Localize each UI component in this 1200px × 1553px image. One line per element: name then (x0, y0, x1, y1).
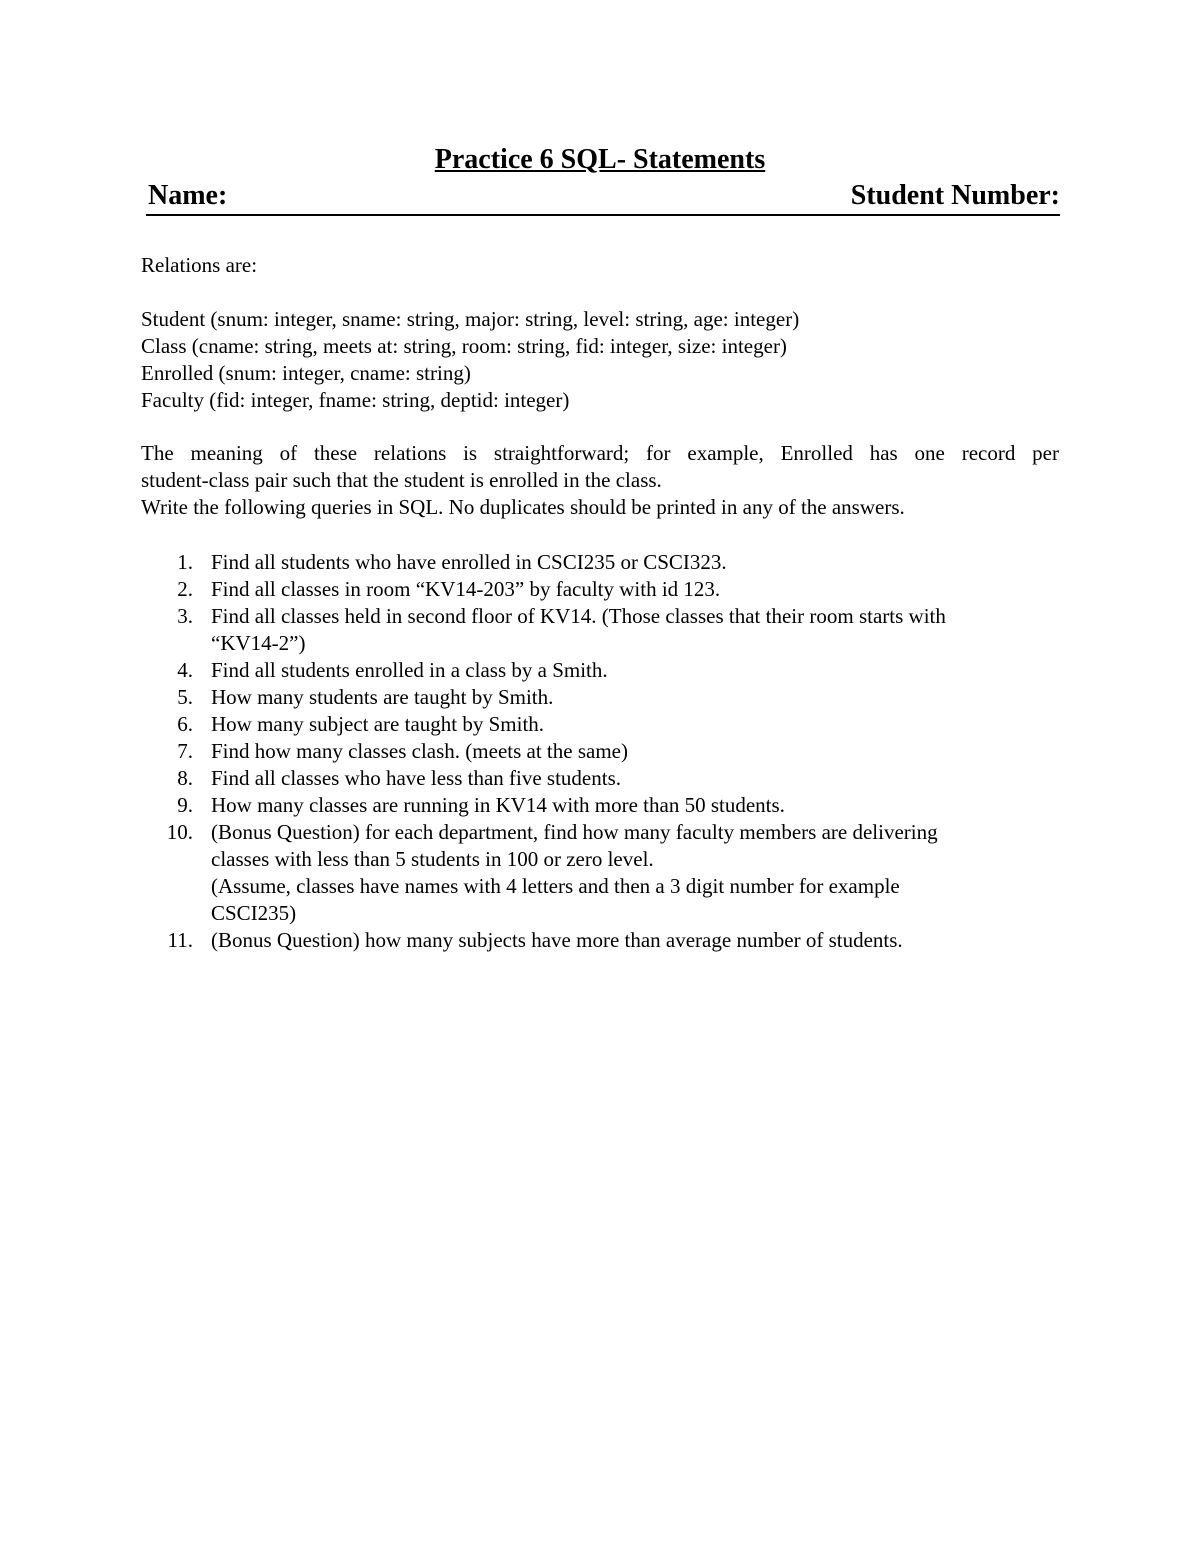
question-item (141, 657, 1041, 684)
question-item (141, 684, 1041, 711)
question-text-line: How many students are taught by Smith. (211, 685, 554, 709)
question-number: 2. (177, 577, 193, 601)
question-text-line: classes with less than 5 students in 100 or zero level. (211, 847, 654, 871)
meaning-paragraph (141, 440, 1059, 521)
relation-class: Class (cname: string, meets at: string, room: string, fid: integer, size: integer) (141, 334, 787, 358)
question-number: 7. (177, 739, 193, 763)
question-item (141, 738, 1041, 765)
relations-list (141, 306, 1059, 414)
document-title: Practice 6 SQL- Statements (434, 144, 766, 175)
question-text-line: (Bonus Question) for each department, find how many faculty members are delivering (211, 820, 938, 844)
question-text-line: Find how many classes clash. (meets at the same) (211, 739, 628, 763)
question-number: 6. (177, 712, 193, 736)
relation-faculty: Faculty (fid: integer, fname: string, deptid: integer) (141, 388, 570, 412)
question-item (141, 765, 1041, 792)
relation-enrolled: Enrolled (snum: integer, cname: string) (141, 361, 471, 385)
question-text-line: Find all students who have enrolled in CSCI235 or CSCI323. (211, 550, 727, 574)
question-text-line: Find all classes held in second floor of KV14. (Those classes that their room starts with (211, 604, 946, 628)
question-text-line: “KV14-2”) (211, 631, 306, 655)
name-student-number-line (146, 178, 1060, 216)
question-number: 9. (177, 793, 193, 817)
question-number: 10. (166, 820, 193, 844)
question-number: 4. (177, 658, 193, 682)
relations-intro: Relations are: (141, 253, 258, 277)
question-number: 11. (167, 928, 193, 952)
question-number: 8. (177, 766, 193, 790)
meaning-line-2: student-class pair such that the student is enrolled in the class. (141, 468, 662, 492)
question-number: 3. (177, 604, 193, 628)
question-text-line: CSCI235) (211, 901, 297, 925)
questions-list (141, 549, 1041, 954)
meaning-line-1: The meaning of these relations is straightforward; for example, Enrolled has one record per (141, 441, 1059, 465)
question-number: 5. (177, 685, 193, 709)
question-text-line: Find all students enrolled in a class by a Smith. (211, 658, 608, 682)
question-text-line: (Assume, classes have names with 4 letters and then a 3 digit number for example (211, 874, 900, 898)
question-item (141, 792, 1041, 819)
question-text-line: Find all classes who have less than five students. (211, 766, 622, 790)
name-label: Name: (148, 180, 228, 211)
question-text-line: How many subject are taught by Smith. (211, 712, 545, 736)
question-item (141, 576, 1041, 603)
student-number-label: Student Number: (850, 180, 1060, 211)
question-item (141, 549, 1041, 576)
question-item (141, 819, 1041, 927)
question-text-line: Find all classes in room “KV14-203” by faculty with id 123. (211, 577, 721, 601)
question-number: 1. (177, 550, 193, 574)
question-item (141, 711, 1041, 738)
question-item (141, 927, 1041, 954)
instruction-line: Write the following queries in SQL. No duplicates should be printed in any of the answers. (141, 495, 905, 519)
question-item (141, 603, 1041, 657)
relation-student: Student (snum: integer, sname: string, major: string, level: string, age: integer) (141, 307, 800, 331)
question-text-line: How many classes are running in KV14 with more than 50 students. (211, 793, 785, 817)
question-text-line: (Bonus Question) how many subjects have more than average number of students. (211, 928, 903, 952)
